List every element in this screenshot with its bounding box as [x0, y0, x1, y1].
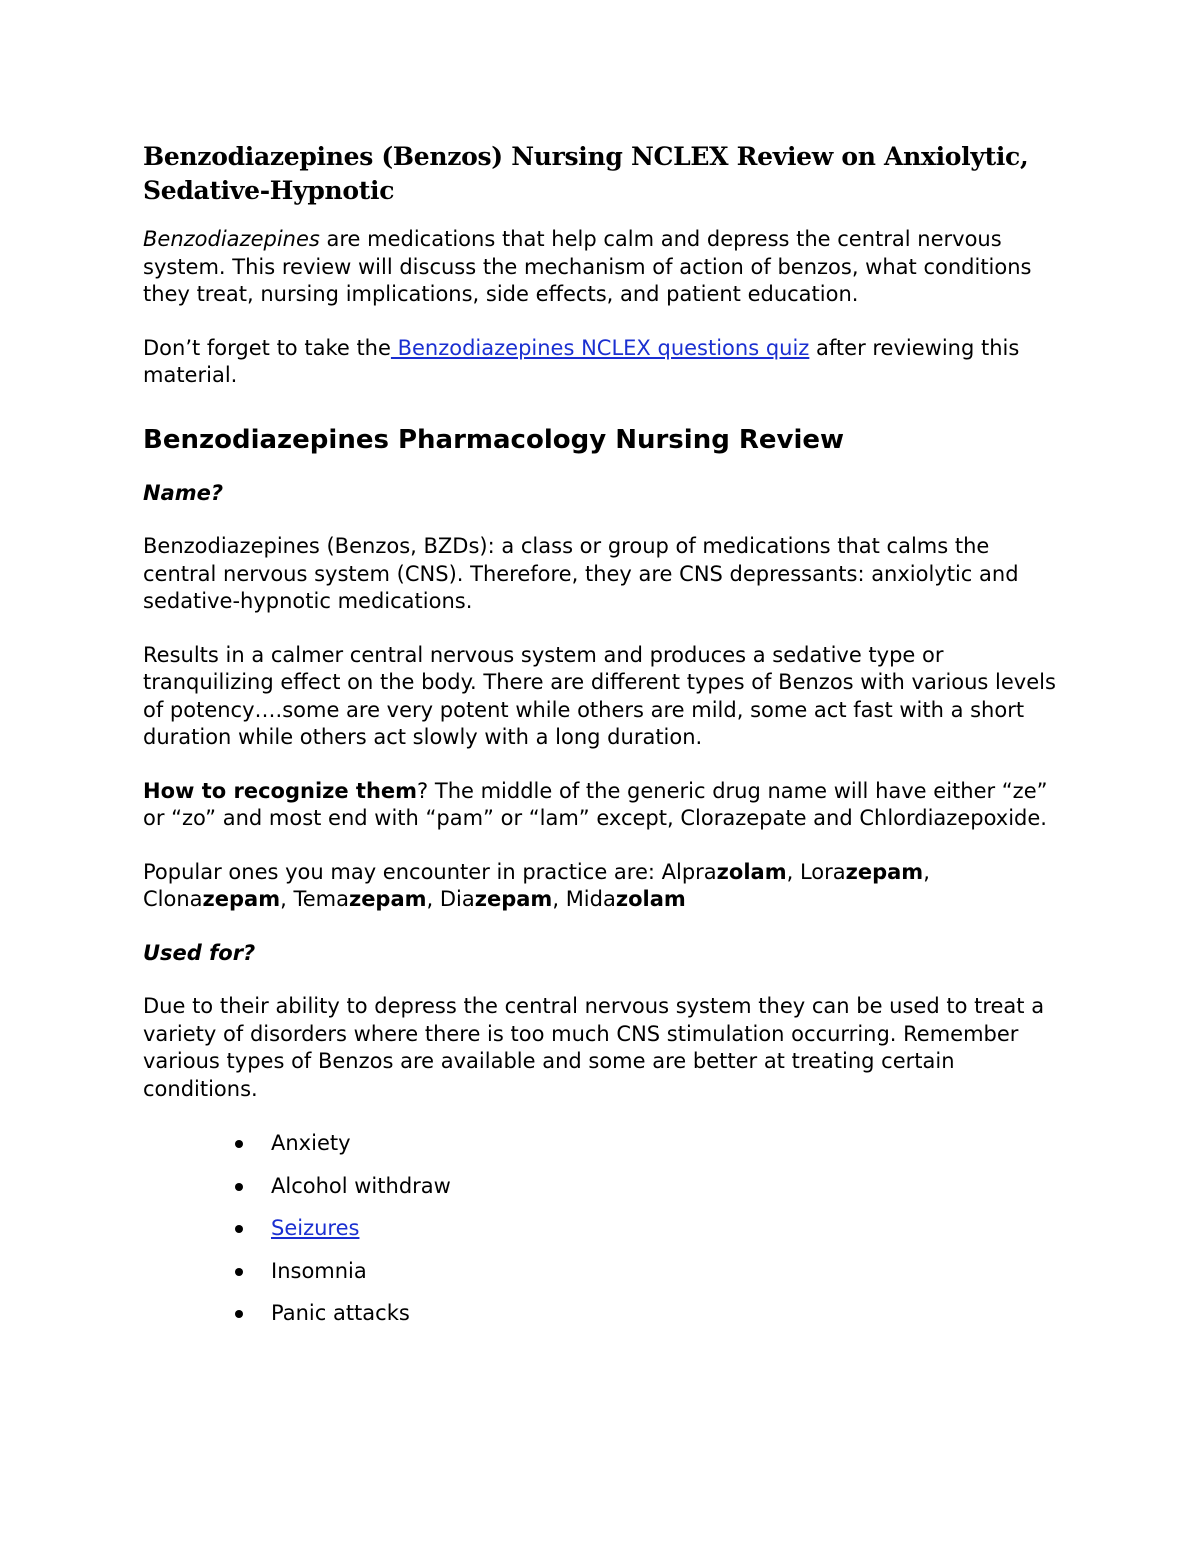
recognize-bold: How to recognize them [143, 778, 418, 803]
drug-stem: Clona [143, 887, 203, 911]
intro-text: are medications that help calm and depress the central nervous system. This review will discuss the mechanism of action of benzos, what conditions they treat, nursing implications, side effects, and patient education. [143, 227, 1032, 306]
quiz-text-after: after reviewing this material. [143, 335, 1020, 387]
drug-name [143, 887, 280, 911]
bullet-icon [235, 1183, 243, 1191]
drug-suffix: zolam [716, 859, 787, 884]
drug-separator: , [552, 887, 566, 911]
drug-suffix: zepam [348, 887, 427, 911]
drug-separator: , [923, 859, 930, 884]
drug-stem: Mida [565, 887, 616, 911]
drug-stem: Lora [799, 859, 846, 884]
drug-name [662, 860, 787, 884]
section-heading: Benzodiazepines Pharmacology Nursing Review [143, 424, 845, 455]
drug-separator: , [786, 859, 800, 884]
drug-name [800, 860, 923, 884]
condition-label: Panic attacks [271, 1301, 410, 1325]
drug-name [293, 887, 426, 911]
recognize-paragraph [143, 778, 1063, 833]
bullet-icon [235, 1310, 243, 1318]
list-item [231, 1172, 1063, 1200]
intro-lead: Benzodiazepines [143, 227, 320, 251]
condition-link[interactable]: Seizures [271, 1216, 360, 1240]
intro-paragraph [143, 226, 1063, 309]
popular-lead: Popular ones you may encounter in practice are: [143, 859, 662, 884]
drug-stem: Alpra [661, 859, 717, 884]
drug-suffix: zolam [615, 887, 686, 911]
drug-separator: , [426, 887, 440, 911]
list-item [231, 1299, 1063, 1327]
used-paragraph: Due to their ability to depress the central nervous system they can be used to treat a variety of disorders where there is too much CNS stimulation occurring. Remember various types of Benzos are available and some are better at treating certain conditions. [143, 994, 1045, 1101]
used-question: Used for? [143, 940, 256, 965]
list-item [231, 1257, 1063, 1285]
drug-stem: Tema [293, 887, 349, 911]
drug-separator: , [280, 887, 294, 911]
popular-paragraph [143, 859, 1063, 914]
name-paragraph: Benzodiazepines (Benzos, BZDs): a class or group of medications that calms the central nervous system (CNS). Therefore, they are CNS depressants: anxiolytic and sedative-hypnotic medications. [143, 534, 1019, 613]
quiz-paragraph [143, 335, 1063, 390]
drug-suffix: zepam [845, 859, 924, 884]
results-paragraph: Results in a calmer central nervous system and produces a sedative type or tranquilizing effect on the body. There are different types of Benzos with various levels of potency….some are very potent while others are mild, some act fast with a short duration while others act slowly with a long duration. [143, 642, 1056, 749]
condition-label: Insomnia [271, 1258, 367, 1283]
quiz-text-before: Don’t forget to take the [143, 335, 391, 360]
bullet-icon [235, 1225, 243, 1233]
drug-name [440, 887, 552, 911]
condition-label: Anxiety [271, 1131, 351, 1155]
name-question: Name? [143, 480, 224, 505]
drug-suffix: zepam [202, 887, 281, 911]
drug-stem: Dia [439, 887, 475, 911]
condition-label: Alcohol withdraw [271, 1173, 451, 1198]
bullet-icon [235, 1268, 243, 1276]
bullet-icon [235, 1140, 243, 1148]
drug-suffix: zepam [474, 887, 553, 911]
drug-name [566, 887, 686, 911]
recognize-text: ? The middle of the generic drug name will have either “ze” or “zo” and most end with “pam” or “lam” except, Clorazepate and Chlordiazepoxide. [143, 778, 1048, 830]
conditions-list [143, 1129, 1063, 1327]
list-item [231, 1214, 1063, 1242]
quiz-link[interactable]: Benzodiazepines NCLEX questions quiz [390, 335, 810, 360]
document-page [143, 140, 1063, 1342]
list-item [231, 1129, 1063, 1157]
document-title: Benzodiazepines (Benzos) Nursing NCLEX Review on Anxiolytic, Sedative-Hypnotic [143, 142, 1029, 205]
